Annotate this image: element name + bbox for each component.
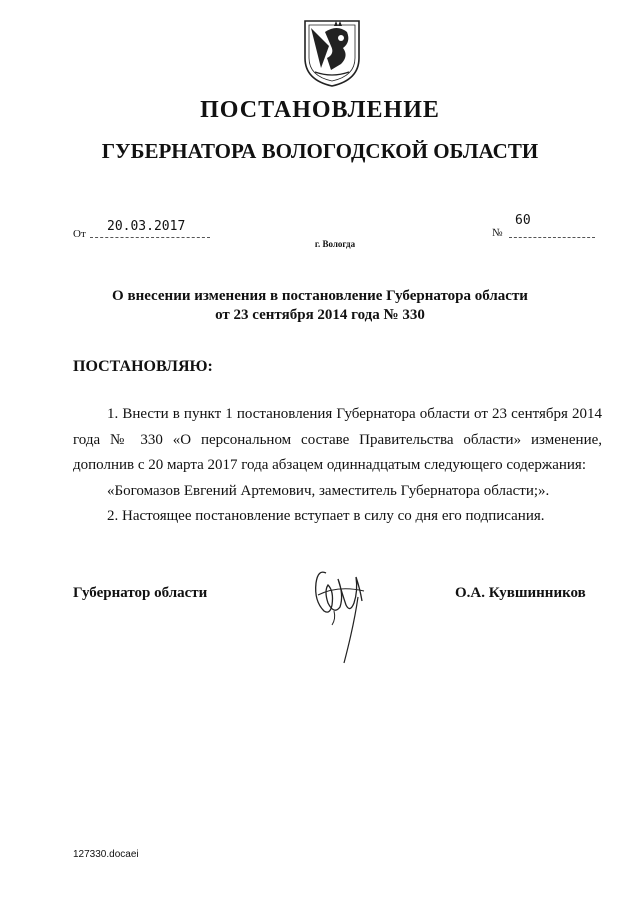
paragraph-2: «Богомазов Евгений Артемович, заместитель Губернатора области;». <box>107 482 550 499</box>
handwritten-signature-icon <box>298 555 388 675</box>
city-label: г. Вологда <box>314 239 356 249</box>
signer-name: О.А. Кувшинников <box>455 585 586 601</box>
document-date: 20.03.2017 <box>107 219 186 234</box>
number-prefix: № <box>492 227 503 239</box>
decree-word: ПОСТАНОВЛЯЮ: <box>73 358 213 375</box>
document-body <box>73 402 602 530</box>
date-underline <box>90 237 210 238</box>
document-title: ПОСТАНОВЛЕНИЕ <box>200 97 440 123</box>
signer-position: Губернатор области <box>73 585 208 601</box>
paragraph-3: 2. Настоящее постановление вступает в силу со дня его подписания. <box>107 508 545 524</box>
coat-of-arms-icon <box>301 18 363 88</box>
subject-line-1: О внесении изменения в постановление Губернатора области <box>112 288 528 304</box>
document-subtitle: ГУБЕРНАТОРА ВОЛОГОДСКОЙ ОБЛАСТИ <box>101 139 539 163</box>
paragraph-1: 1. Внести в пункт 1 постановления Губернатора области от 23 сентября 2014 года № 330 «О персональном составе Правительства области» изменение, дополнив с 20 марта 2017 года абзацем одиннадцатым следующего содержания: <box>73 406 602 473</box>
document-subject <box>0 287 640 325</box>
date-prefix: От <box>73 228 86 240</box>
subject-line-2: от 23 сентября 2014 года № 330 <box>215 307 425 323</box>
number-underline <box>509 237 595 238</box>
document-number: 60 <box>515 213 531 228</box>
document-footer-id: 127330.docaei <box>73 849 139 860</box>
